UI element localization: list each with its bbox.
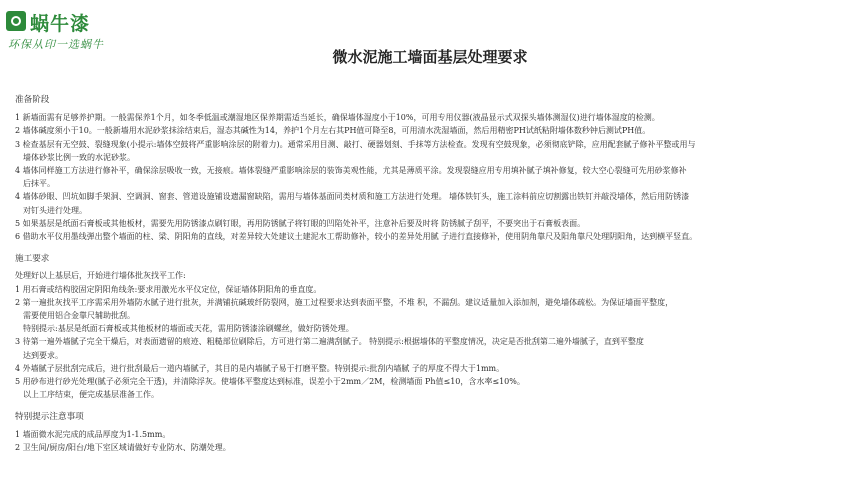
text-line: 墙体砂浆比例一致的水泥砂浆。 <box>23 152 135 162</box>
text-line: 4 墙体砂眼、凹坑如脚手架洞、空调洞、窗套、管道设施铺设遗漏窗缺陷，需用与墙体基面同类材质和施工方法进行处理。 墙体铁钉头，施工涂料前应切割露出铁钉并敲没墙体，然后用防锈漆 <box>15 192 690 202</box>
section-title: 准备阶段 <box>15 95 50 105</box>
section-special-notes <box>15 411 845 454</box>
text-line: 以上工序结束，便完成基层准备工作。 <box>23 390 159 400</box>
text-line: 对钉头进行处理。 <box>23 205 87 215</box>
section-preparation <box>15 94 845 243</box>
brand-name: 蜗牛漆 <box>30 13 91 35</box>
text-line: 3 检查基层有无空鼓、裂缝现象(小提示:墙体空鼓将严重影响涂层的附着力)。通常采用目测、敲打、硬器划刻、手抹等方法检查。发现有空鼓现象，必须彻底铲除，应用配套腻子修补平整或用与 <box>15 139 696 149</box>
text-line: 6 借助水平仪用墨线弹出整个墙面的柱、梁、阴阳角的直线，对差异较大处建议土建泥水工帮助修补，较小的差异处用腻 子进行直接修补，使用阴角靠尺及阳角靠尺处理阴阳角，达到横平竖直。 <box>15 232 698 242</box>
text-line: 3 待第一遍外墙腻子完全干燥后，对表面遗留的痕迹、粗糙部位刷除后，方可进行第二遍满刮腻子。 特别提示:根据墙体的平整度情况，决定是否批刮第二遍外墙腻子，直到平整度 <box>15 337 644 347</box>
text-line: 5 如果基层是纸面石膏板或其他板材，需要先用防锈漆点刷钉眼，再用防锈腻子将钉眼的凹陷处补平，注意补后要及时将 防锈腻子刮平，不要突出于石膏板表面。 <box>15 218 586 228</box>
text-line: 4 墙体同样施工方法进行修补平，确保涂层吸收一致，无接痕。墙体裂缝严重影响涂层的装饰美观性能，尤其是薄质平涂。发现裂缝应用专用填补腻子填补修复，较大空心裂缝可先用砂浆修补 <box>15 166 687 176</box>
text-line: 后抹平。 <box>23 179 55 189</box>
text-line: 达到要求。 <box>23 350 63 360</box>
text-line: 5 用砂布进行砂光处理(腻子必须完全干透)，并清除浮灰。使墙体平整度达到标准，误差小于2mm／2M，检测墙面 Ph值≤10，含水率≤10%。 <box>15 377 525 387</box>
text-line: 需要使用铝合金靠尺辅助批刮。 <box>23 311 135 321</box>
section-construction <box>15 253 845 401</box>
text-line: 4 外墙腻子层批刮完成后，进行批刮最后一道内墙腻子，其目的是内墙腻子易于打磨平整。特别提示:批刮内墙腻 子的厚度不得大于1mm。 <box>15 363 505 373</box>
text-line: 2 第一遍批灰找平工序需采用外墙防水腻子进行批灰，并满铺抗碱玻纤防裂网，施工过程要求达到表面平整，不堆 积，不漏刮。建议适量加入添加剂，避免墙体疏松。为保证墙面平整度， <box>15 297 674 307</box>
text-line: 1 新墙面需有足够养护期。一般需保养1个月，如冬季低温或潮湿地区保养期需适当延长，确保墙体湿度小于10%，可用专用仪器(液晶显示式双探头墙体测湿仪)进行墙体湿度的检测。 <box>15 113 660 123</box>
text-line: 处理好以上基层后，开始进行墙体批灰找平工作: <box>15 271 186 281</box>
section-title: 特别提示注意事项 <box>15 412 84 423</box>
text-line: 特别提示:基层是纸面石膏板或其他板材的墙面或天花，需用防锈漆涂刷螺丝，做好防锈处理。 <box>23 324 354 334</box>
text-line: 2 卫生间/厨房/阳台/地下室区域请做好专业防水、防潮处理。 <box>15 442 231 452</box>
text-line: 1 墙面微水泥完成的成品厚度为1-1.5mm。 <box>15 429 171 439</box>
brand-logo <box>6 8 126 51</box>
document-body <box>15 94 845 454</box>
page-title: 微水泥施工墙面基层处理要求 <box>332 48 528 66</box>
brand-slogan: 环保从印一选蜗牛 <box>8 38 104 51</box>
text-line: 1 用石膏或结构胶固定阴阳角线条:要求用激光水平仪定位，保证墙体阴阳角的垂直度。 <box>15 284 322 294</box>
section-title: 施工要求 <box>15 254 50 265</box>
snail-logo-icon <box>6 11 26 31</box>
text-line: 2 墙体碱度须小于10。一般新墙用水泥砂浆抹涂结束后，湿态其碱性为14，养护1个月左右其PH值可降至8，可用清水洗湿墙面，然后用精密PH试纸粘附墙体数秒钟后测试PH值。 <box>15 126 651 136</box>
